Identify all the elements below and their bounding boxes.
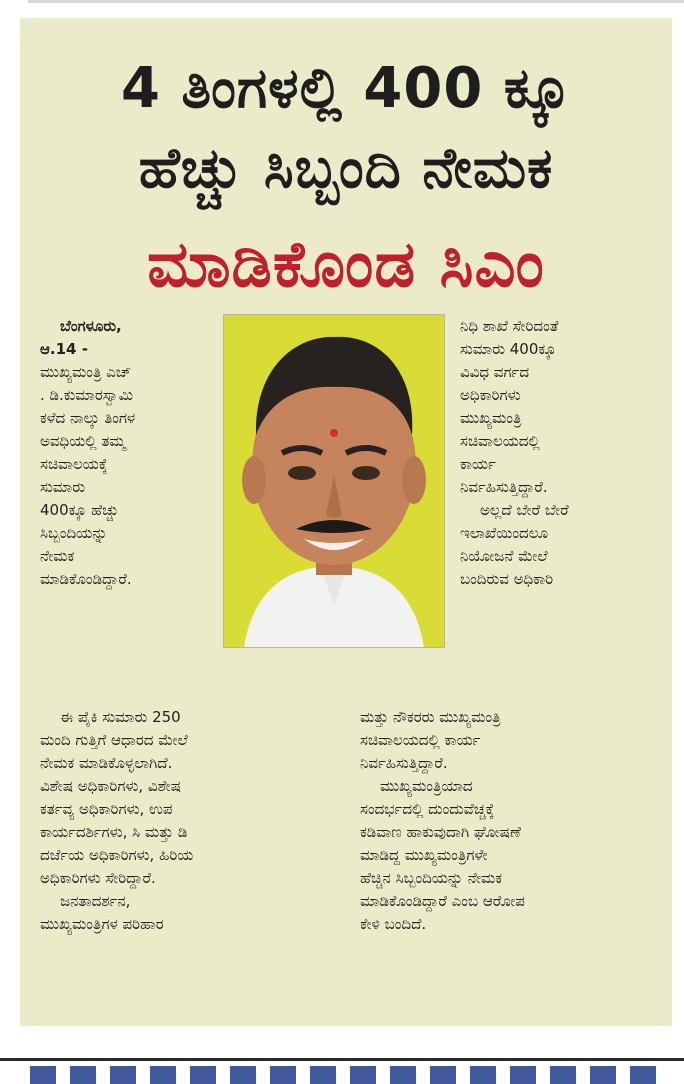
left-line: ಮುಖ್ಯಮಂತ್ರಿ ಎಚ್ <box>40 363 132 381</box>
left-line: ಕಳೆದ ನಾಲ್ಕು ತಿಂಗಳ <box>40 409 136 427</box>
bottom-left-line: ನೇಮಕ ಮಾಡಿಕೊಳ್ಳಲಾಗಿದೆ. <box>40 754 173 772</box>
dateline-date: ಆ.14 - <box>40 340 88 358</box>
portrait-illustration <box>224 315 444 647</box>
article-right-column <box>460 315 660 591</box>
left-line: ಅವಧಿಯಲ್ಲಿ ತಮ್ಮ <box>40 432 126 450</box>
right-line: ನಿರ್ವಹಿಸುತ್ತಿದ್ದಾರೆ. <box>460 478 548 496</box>
bottom-left-line: ಕಾರ್ಯದರ್ಶಿಗಳು, ಸಿ ಮತ್ತು ಡಿ <box>40 823 188 841</box>
right-line: ಬಂದಿರುವ ಅಧಿಕಾರಿ <box>460 570 554 588</box>
article-bottom-right-column <box>360 706 660 936</box>
left-line: . ಡಿ.ಕುಮಾರಸ್ವಾಮಿ <box>40 386 134 404</box>
right-line: ಇಲಾಖೆಯಿಂದಲೂ <box>460 524 549 542</box>
bottom-right-line: ಸಂದರ್ಭದಲ್ಲಿ ದುಂದುವೆಚ್ಚಕ್ಕೆ <box>360 800 495 818</box>
top-divider <box>28 0 684 3</box>
bottom-right-line: ನಿರ್ವಹಿಸುತ್ತಿದ್ದಾರೆ. <box>360 754 448 772</box>
right-line: ಸುಮಾರು 400ಕ್ಕೂ <box>460 340 557 358</box>
bottom-left-line: ಮುಖ್ಯಮಂತ್ರಿಗಳ ಪರಿಹಾರ <box>40 915 164 933</box>
right-line: ವಿವಿಧ ವರ್ಗದ <box>460 363 530 381</box>
bottom-left-line: ಈ ಪೈಕಿ ಸುಮಾರು 250 <box>60 708 181 726</box>
bottom-right-line: ಕಡಿವಾಣ ಹಾಕುವುದಾಗಿ ಘೋಷಣೆ <box>360 823 521 841</box>
left-line: ಸಿಬ್ಬಂದಿಯನ್ನು <box>40 524 108 542</box>
bottom-left-line: ಮಂದಿ ಗುತ್ತಿಗೆ ಆಧಾರದ ಮೇಲೆ <box>40 731 188 749</box>
right-line: ಮುಖ್ಯಮಂತ್ರಿ <box>460 409 522 427</box>
bottom-right-line: ಕೇಳಿ ಬಂದಿದೆ. <box>360 915 427 933</box>
newspaper-clipping <box>20 18 672 1026</box>
bottom-left-line: ಅಧಿಕಾರಿಗಳು ಸೇರಿದ್ದಾರೆ. <box>40 869 156 887</box>
bottom-divider <box>0 1058 684 1061</box>
right-line: ನಿಧಿ ಶಾಖೆ ಸೇರಿದಂತೆ <box>460 317 559 335</box>
headline-line-3: ಮಾಡಿಕೊಂಡ ಸಿಎಂ <box>147 228 545 302</box>
left-line: ಸಚಿವಾಲಯಕ್ಕೆ <box>40 455 108 473</box>
headline-line-1: 4 ತಿಂಗಳಲ್ಲಿ 400 ಕ್ಕೂ <box>120 56 572 121</box>
bottom-left-line: ಕರ್ತವ್ಯ ಅಧಿಕಾರಿಗಳು, ಉಪ <box>40 800 173 818</box>
left-line: ಸುಮಾರು <box>40 478 86 496</box>
bottom-left-line: ದರ್ಜೆಯ ಅಧಿಕಾರಿಗಳು, ಹಿರಿಯ <box>40 846 194 864</box>
next-article-cutoff <box>30 1066 670 1084</box>
left-line: ನೇಮಕ <box>40 547 75 565</box>
article-left-column <box>40 315 240 591</box>
portrait-photo <box>223 314 445 648</box>
bottom-right-line: ಮುಖ್ಯಮಂತ್ರಿಯಾದ <box>380 777 473 795</box>
bottom-left-line: ಜನತಾದರ್ಶನ, <box>60 892 131 910</box>
headline-line-2: ಹೆಚ್ಚು ಸಿಬ್ಬಂದಿ ನೇಮಕ <box>138 136 554 201</box>
bottom-right-line: ಮತ್ತು ನೌಕರರು ಮುಖ್ಯಮಂತ್ರಿ <box>360 708 501 726</box>
right-line: ಕಾರ್ಯ <box>460 455 496 473</box>
article-bottom-left-column <box>40 706 350 936</box>
bottom-right-line: ಸಚಿವಾಲಯದಲ್ಲಿ ಕಾರ್ಯ <box>360 731 481 749</box>
right-line: ಸಚಿವಾಲಯದಲ್ಲಿ <box>460 432 540 450</box>
left-line: ಮಾಡಿಕೊಂಡಿದ್ದಾರೆ. <box>40 570 132 588</box>
dateline-place: ಬೆಂಗಳೂರು, <box>60 317 122 335</box>
right-line: ನಿಯೋಜನೆ ಮೇಲೆ <box>460 547 548 565</box>
bottom-right-line: ಮಾಡಿಕೊಂಡಿದ್ದಾರೆ ಎಂಬ ಆರೋಪ <box>360 892 525 910</box>
bottom-right-line: ಹೆಚ್ಚಿನ ಸಿಬ್ಬಂದಿಯನ್ನು ನೇಮಕ <box>360 869 503 887</box>
left-line: 400ಕ್ಕೂ ಹೆಚ್ಚು <box>40 501 119 519</box>
right-line: ಅಧಿಕಾರಿಗಳು <box>460 386 521 404</box>
bottom-left-line: ವಿಶೇಷ ಅಧಿಕಾರಿಗಳು, ವಿಶೇಷ <box>40 777 181 795</box>
bottom-right-line: ಮಾಡಿದ್ದ ಮುಖ್ಯಮಂತ್ರಿಗಳೇ <box>360 846 488 864</box>
right-line: ಅಲ್ಲದೆ ಬೇರೆ ಬೇರೆ <box>480 501 569 519</box>
